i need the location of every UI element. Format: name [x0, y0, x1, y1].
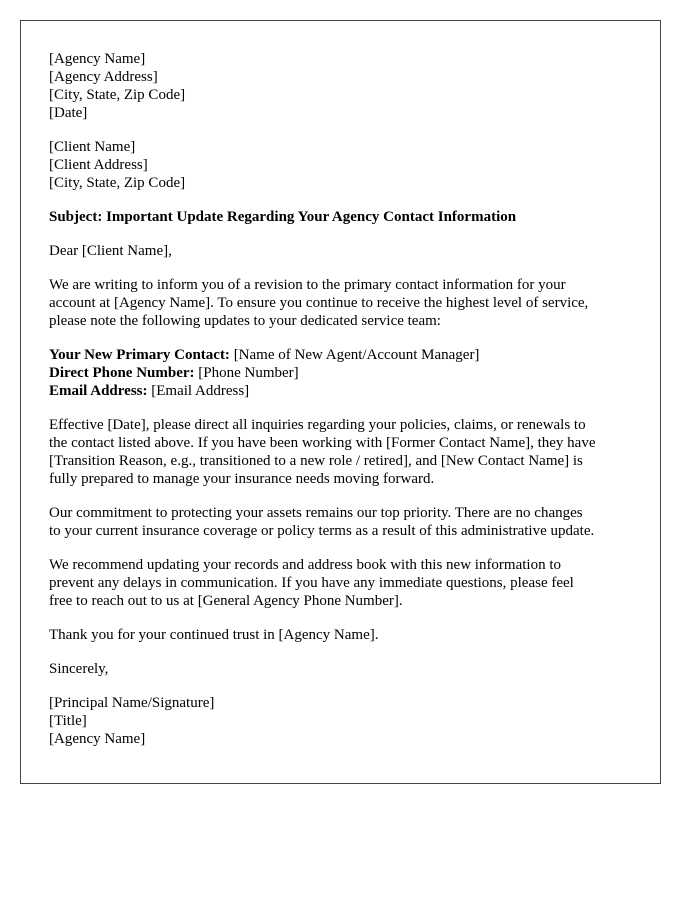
contact-email — [49, 382, 632, 400]
text-line: account at [Agency Name]. To ensure you continue to receive the highest level of service, — [49, 295, 589, 311]
contact-label: Direct Phone Number: — [49, 365, 195, 381]
text-line: to your current insurance coverage or policy terms as a result of this administrative update. — [49, 523, 595, 539]
contact-value: [Email Address] — [147, 383, 250, 399]
text-line: We are writing to inform you of a revision to the primary contact information for your — [49, 277, 566, 293]
contact-phone — [49, 364, 632, 382]
intro-paragraph — [49, 276, 632, 330]
recipient-line: [City, State, Zip Code] — [49, 175, 186, 191]
text-line: please note the following updates to your dedicated service team: — [49, 313, 441, 329]
salutation: Dear [Client Name], — [49, 243, 172, 259]
recipient-line: [Client Address] — [49, 157, 148, 173]
closing: Sincerely, — [49, 661, 109, 677]
text-line: fully prepared to manage your insurance needs moving forward. — [49, 471, 435, 487]
signature-block — [49, 694, 632, 748]
sender-line: [City, State, Zip Code] — [49, 87, 186, 103]
signature-line: [Agency Name] — [49, 731, 146, 747]
recipient-address — [49, 138, 632, 192]
contact-label: Email Address: — [49, 383, 148, 399]
thanks-paragraph: Thank you for your continued trust in [Agency Name]. — [49, 627, 379, 643]
effective-paragraph — [49, 416, 632, 488]
contact-value: [Phone Number] — [194, 365, 299, 381]
recommendation-paragraph — [49, 556, 632, 610]
sender-line: [Agency Name] — [49, 51, 146, 67]
signature-line: [Principal Name/Signature] — [49, 695, 215, 711]
subject-line — [49, 208, 632, 226]
text-line: free to reach out to us at [General Agency Phone Number]. — [49, 593, 403, 609]
contact-details — [49, 346, 632, 400]
text-line: Effective [Date], please direct all inquiries regarding your policies, claims, or renewals to — [49, 417, 586, 433]
subject: Subject: Important Update Regarding Your Agency Contact Information — [49, 209, 517, 225]
contact-label: Your New Primary Contact: — [49, 347, 230, 363]
text-line: We recommend updating your records and address book with this new information to — [49, 557, 562, 573]
text-line: [Transition Reason, e.g., transitioned to a new role / retired], and [New Contact Name] is — [49, 453, 583, 469]
signature-line: [Title] — [49, 713, 87, 729]
contact-value: [Name of New Agent/Account Manager] — [229, 347, 480, 363]
contact-primary — [49, 346, 632, 364]
sender-address — [49, 50, 632, 122]
text-line: Our commitment to protecting your assets remains our top priority. There are no changes — [49, 505, 583, 521]
sender-line: [Agency Address] — [49, 69, 158, 85]
date-line: [Date] — [49, 105, 88, 121]
recipient-line: [Client Name] — [49, 139, 136, 155]
text-line: prevent any delays in communication. If you have any immediate questions, please feel — [49, 575, 574, 591]
text-line: the contact listed above. If you have been working with [Former Contact Name], they have — [49, 435, 596, 451]
commitment-paragraph — [49, 504, 632, 540]
letter — [20, 20, 661, 784]
